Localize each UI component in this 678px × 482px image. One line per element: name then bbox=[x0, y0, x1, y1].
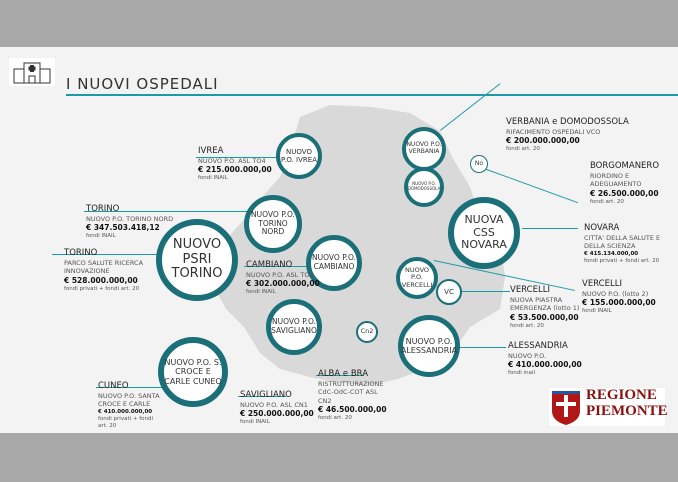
bubble-ivrea[interactable] bbox=[276, 133, 322, 179]
label-alessandria-name: ALESSANDRIA bbox=[508, 341, 568, 351]
label-cambiano-desc: NUOVO P.O. ASL TO5 bbox=[246, 271, 314, 280]
bubble-cuneo[interactable] bbox=[158, 337, 228, 407]
bubble-torino-nord[interactable] bbox=[244, 195, 302, 253]
label-novara-name: NOVARA bbox=[584, 223, 620, 233]
label-savigliano-amount: € 250.000.000,00 bbox=[240, 409, 314, 419]
label-verbania-desc: RIFACIMENTO OSPEDALI VCO bbox=[506, 128, 601, 137]
bubble-vc-text: VC bbox=[444, 287, 454, 296]
label-alessandria bbox=[508, 341, 588, 377]
bubble-savigliano[interactable] bbox=[266, 299, 322, 355]
bubble-psri-text: NUOVO PSRI TORINO bbox=[171, 236, 223, 282]
label-novara-desc: CITTA' DELLA SALUTE E DELLA SCIENZA bbox=[584, 234, 661, 251]
label-savigliano-fund: fondi INAIL bbox=[240, 419, 270, 426]
label-novara bbox=[584, 223, 664, 265]
label-vercelli-amount: € 53.500.000,00 bbox=[510, 312, 579, 322]
label-novara-amount: € 415.134.000,00 bbox=[584, 250, 639, 257]
label-cuneo-desc: NUOVO P.O. SANTA CROCE E CARLE bbox=[98, 392, 160, 409]
label-cambiano-amount: € 302.000.000,00 bbox=[246, 279, 320, 289]
hospital-icon bbox=[8, 57, 56, 87]
bubble-ivrea-text: NUOVO P.O. IVREA bbox=[281, 147, 317, 164]
label-cambiano bbox=[246, 260, 328, 296]
connector-vercelli bbox=[462, 291, 510, 292]
label-borgomanero bbox=[590, 161, 670, 206]
title-underline bbox=[66, 94, 678, 96]
bubble-no[interactable] bbox=[470, 155, 488, 173]
bubble-cn2[interactable] bbox=[356, 321, 378, 343]
label-alessandria-desc: NUOVO P.O. bbox=[508, 352, 547, 361]
label-alessandria-fund: fondi inail bbox=[508, 370, 535, 377]
label-vercelli2-fund: fondi INAIL bbox=[582, 308, 612, 315]
label-verbania bbox=[506, 117, 636, 153]
bubble-cambiano-text: NUOVO P.O. CAMBIANO bbox=[312, 253, 356, 271]
connector-alessandria bbox=[460, 347, 506, 348]
logo-line2: PIEMONTE bbox=[586, 402, 668, 419]
label-vercelli-fund: fondi art. 20 bbox=[510, 322, 544, 329]
label-vercelli bbox=[510, 285, 582, 330]
bubble-torino-nord-text: NUOVO P.O. TORINO NORD bbox=[251, 210, 295, 237]
label-novara-fund: fondi privati + fondi art. 20 bbox=[584, 258, 660, 265]
label-torino-psri-amount: € 528.000.000,00 bbox=[64, 275, 138, 285]
label-vercelli-desc: NUOVA PIASTRA EMERGENZA (lotto 1) bbox=[510, 296, 580, 313]
bubble-no-text: No bbox=[474, 159, 484, 167]
slide bbox=[0, 47, 678, 433]
logo-line1: REGIONE bbox=[586, 387, 657, 403]
bubble-savigliano-text: NUOVO P.O. SAVIGLIANO bbox=[271, 317, 317, 335]
label-ivrea-desc: NUOVO P.O. ASL TO4 bbox=[198, 157, 266, 166]
logo-text bbox=[586, 388, 668, 420]
label-torino-psri-desc: PARCO SALUTE RICERCA INNOVAZIONE bbox=[64, 259, 144, 276]
label-verbania-amount: € 200.000.000,00 bbox=[506, 136, 580, 146]
label-torino-nord-desc: NUOVO P.O. TORINO NORD bbox=[86, 215, 174, 224]
label-torino-nord-fund: fondi INAIL bbox=[86, 233, 116, 240]
label-savigliano-name: SAVIGLIANO bbox=[240, 390, 292, 400]
label-vercelli-name: VERCELLI bbox=[510, 285, 550, 295]
label-borgomanero-name: BORGOMANERO bbox=[590, 161, 660, 171]
label-ivrea bbox=[198, 146, 278, 182]
label-ivrea-amount: € 215.000.000,00 bbox=[198, 165, 272, 175]
label-borgomanero-desc: RIORDINO E ADEGUAMENTO bbox=[590, 172, 642, 189]
bubble-cuneo-text: NUOVO P.O. S. CROCE E CARLE CUNEO bbox=[164, 358, 222, 386]
bubble-alessandria[interactable] bbox=[398, 315, 460, 377]
label-alba-desc: RISTRUTTURAZIONE CdC-OdC-COT ASL CN2 bbox=[318, 380, 384, 405]
label-cuneo-fund: fondi privati + fondi art. 20 bbox=[98, 416, 154, 430]
label-torino-psri-name: TORINO bbox=[64, 248, 98, 258]
bubble-verbania-text: NUOVO P.O. VERBANIA bbox=[406, 141, 442, 155]
bubble-alessandria-text: NUOVO P.O. ALESSANDRIA bbox=[400, 336, 458, 355]
label-alba-amount: € 46.500.000,00 bbox=[318, 405, 387, 415]
label-torino-psri-fund: fondi privati + fondi art. 20 bbox=[64, 285, 140, 292]
page-title: I NUOVI OSPEDALI bbox=[66, 75, 219, 93]
label-verbania-name: VERBANIA e DOMODOSSOLA bbox=[506, 117, 629, 127]
label-ivrea-name: IVREA bbox=[198, 146, 224, 156]
label-vercelli2-name: VERCELLI bbox=[582, 279, 622, 289]
bubble-verbania[interactable] bbox=[402, 127, 446, 171]
label-alba-fund: fondi art. 20 bbox=[318, 415, 352, 422]
label-vercelli2-desc: NUOVO P.O. (lotto 2) bbox=[582, 290, 649, 299]
label-vercelli2-amount: € 155.000.000,00 bbox=[582, 298, 656, 308]
label-cuneo bbox=[98, 381, 162, 430]
bubble-cn2-text: Cn2 bbox=[360, 327, 374, 336]
label-borgomanero-amount: € 26.500.000,00 bbox=[590, 188, 659, 198]
label-torino-nord-amount: € 347.503.418,12 bbox=[86, 223, 160, 233]
label-torino-nord bbox=[86, 204, 196, 240]
label-savigliano-desc: NUOVO P.O. ASL CN1 bbox=[240, 401, 308, 410]
label-torino-psri bbox=[64, 248, 156, 293]
bubble-vercelli[interactable] bbox=[396, 257, 438, 299]
label-verbania-fund: fondi art. 20 bbox=[506, 146, 540, 153]
label-alba bbox=[318, 369, 392, 422]
bubble-vercelli-text: NUOVO P.O. VERCELLI bbox=[401, 265, 433, 289]
label-cuneo-amount: € 410.000.000,00 bbox=[98, 408, 153, 415]
label-borgomanero-fund: fondi art. 20 bbox=[590, 198, 624, 205]
bubble-vc[interactable] bbox=[436, 279, 462, 305]
label-alba-name: ALBA e BRA bbox=[318, 369, 369, 379]
label-savigliano bbox=[240, 390, 320, 426]
label-cambiano-name: CAMBIANO bbox=[246, 260, 293, 270]
bubble-domodossola[interactable] bbox=[404, 167, 444, 207]
bubble-novara[interactable] bbox=[448, 197, 520, 269]
connector-novara bbox=[522, 228, 578, 229]
label-cuneo-name: CUNEO bbox=[98, 381, 129, 391]
label-vercelli2 bbox=[582, 279, 670, 315]
bubble-novara-text: NUOVA CSS NOVARA bbox=[461, 213, 507, 252]
label-cambiano-fund: fondi INAIL bbox=[246, 289, 276, 296]
label-ivrea-fund: fondi INAIL bbox=[198, 175, 228, 182]
bubble-domodossola-text: NUOVO P.O. DOMODOSSOLA bbox=[407, 181, 441, 191]
label-alessandria-amount: € 410.000.000,00 bbox=[508, 360, 582, 370]
label-torino-nord-name: TORINO bbox=[86, 204, 120, 214]
